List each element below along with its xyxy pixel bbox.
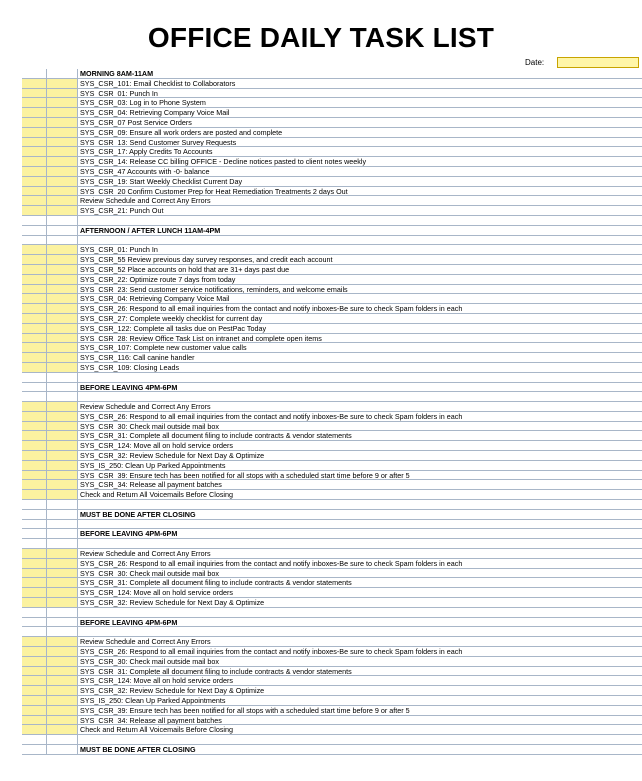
task-text: SYS_CSR_109: Closing Leads [78,363,642,373]
blank-row [0,627,642,637]
checkbox-cell[interactable] [22,187,47,197]
task-text: Check and Return All Voicemails Before Closing [78,490,642,500]
checkbox-cell [22,383,47,393]
task-text: SYS_CSR_116: Call canine handler [78,353,642,363]
task-text: Review Schedule and Correct Any Errors [78,637,642,647]
checkbox-cell[interactable] [22,265,47,275]
initials-cell [47,69,78,79]
initials-cell[interactable] [47,716,78,726]
initials-cell[interactable] [47,706,78,716]
checkbox-cell[interactable] [22,177,47,187]
task-text: SYS_CSR_26: Respond to all email inquiries from the contact and notify inboxes-Be sure to check Spam folders in each [78,304,642,314]
blank-row [0,608,642,618]
initials-cell[interactable] [47,304,78,314]
task-text: SYS_CSR_31: Complete all document filing to include contracts & vendor statements [78,578,642,588]
checkbox-cell[interactable] [22,686,47,696]
task-row [0,402,642,412]
checkbox-cell[interactable] [22,314,47,324]
task-row [0,275,642,285]
checkbox-cell[interactable] [22,441,47,451]
initials-cell[interactable] [47,451,78,461]
initials-cell[interactable] [47,422,78,432]
checkbox-cell[interactable] [22,422,47,432]
section-header-row [0,226,642,236]
task-row [0,304,642,314]
initials-cell[interactable] [47,245,78,255]
initials-cell[interactable] [47,314,78,324]
task-row [0,353,642,363]
initials-cell[interactable] [47,431,78,441]
checkbox-cell[interactable] [22,667,47,677]
checkbox-cell[interactable] [22,304,47,314]
task-text: SYS_CSR_39: Ensure tech has been notified for all stops with a scheduled start time before 9 or after 5 [78,706,642,716]
task-text: SYS_CSR_30: Check mail outside mail box [78,657,642,667]
task-text: SYS_CSR_26: Respond to all email inquiries from the contact and notify inboxes-Be sure to check Spam folders in each [78,412,642,422]
task-text: MUST BE DONE AFTER CLOSING [78,510,642,520]
task-text [78,216,642,226]
task-row [0,686,642,696]
checkbox-cell [22,226,47,236]
task-row [0,716,642,726]
task-row [0,79,642,89]
task-text [78,500,642,510]
task-text [78,735,642,745]
checkbox-cell[interactable] [22,324,47,334]
initials-cell [47,216,78,226]
initials-cell[interactable] [47,324,78,334]
task-row [0,363,642,373]
task-text: Review Schedule and Correct Any Errors [78,402,642,412]
checkbox-cell[interactable] [22,647,47,657]
checkbox-cell [22,618,47,628]
task-text: SYS_CSR_04: Retrieving Company Voice Mail [78,108,642,118]
checkbox-cell [22,608,47,618]
task-row [0,285,642,295]
initials-cell[interactable] [47,343,78,353]
task-text: SYS_CSR_34: Release all payment batches [78,480,642,490]
task-text [78,373,642,383]
initials-cell [47,627,78,637]
checkbox-cell[interactable] [22,471,47,481]
initials-cell [47,520,78,530]
initials-cell[interactable] [47,206,78,216]
task-text: MUST BE DONE AFTER CLOSING [78,745,642,755]
task-text: SYS_CSR_13: Send Customer Survey Requests [78,138,642,148]
initials-cell[interactable] [47,334,78,344]
checkbox-cell[interactable] [22,108,47,118]
checkbox-cell [22,500,47,510]
task-row [0,255,642,265]
task-text: BEFORE LEAVING 4PM-6PM [78,383,642,393]
checkbox-cell [22,392,47,402]
task-row [0,559,642,569]
task-row [0,647,642,657]
checkbox-cell[interactable] [22,294,47,304]
initials-cell[interactable] [47,108,78,118]
checkbox-cell[interactable] [22,128,47,138]
checkbox-cell [22,216,47,226]
checkbox-cell[interactable] [22,451,47,461]
checkbox-cell[interactable] [22,559,47,569]
checkbox-cell[interactable] [22,490,47,500]
section-header-row [0,745,642,755]
initials-cell[interactable] [47,402,78,412]
task-text: MORNING 8AM-11AM [78,69,642,79]
initials-cell[interactable] [47,353,78,363]
blank-row [0,500,642,510]
checkbox-cell[interactable] [22,275,47,285]
checkbox-cell[interactable] [22,696,47,706]
checkbox-cell[interactable] [22,461,47,471]
task-row [0,441,642,451]
task-text: SYS_CSR_31: Complete all document filing to include contracts & vendor statements [78,431,642,441]
checkbox-cell[interactable] [22,676,47,686]
task-row [0,490,642,500]
blank-row [0,735,642,745]
checkbox-cell[interactable] [22,569,47,579]
checkbox-cell[interactable] [22,79,47,89]
initials-cell [47,618,78,628]
checkbox-cell [22,735,47,745]
initials-cell [47,236,78,246]
checkbox-cell[interactable] [22,657,47,667]
checkbox-cell[interactable] [22,138,47,148]
checkbox-cell[interactable] [22,598,47,608]
task-text: Review Schedule and Correct Any Errors [78,549,642,559]
section-header-row [0,383,642,393]
section-header-row [0,69,642,79]
initials-cell[interactable] [47,647,78,657]
task-text [78,520,642,530]
task-text [78,392,642,402]
task-text: SYS_CSR_09: Ensure all work orders are posted and complete [78,128,642,138]
initials-cell[interactable] [47,637,78,647]
task-row [0,294,642,304]
task-row [0,431,642,441]
initials-cell[interactable] [47,138,78,148]
blank-row [0,236,642,246]
task-row [0,676,642,686]
initials-cell[interactable] [47,265,78,275]
task-row [0,412,642,422]
checkbox-cell[interactable] [22,716,47,726]
task-row [0,657,642,667]
task-text: AFTERNOON / AFTER LUNCH 11AM-4PM [78,226,642,236]
task-row [0,314,642,324]
initials-cell[interactable] [47,187,78,197]
task-row [0,324,642,334]
task-text [78,539,642,549]
task-row [0,471,642,481]
task-text: SYS_CSR_52 Place accounts on hold that are 31+ days past due [78,265,642,275]
checkbox-cell [22,745,47,755]
task-text: SYS_CSR_14: Release CC billing OFFICE - Decline notices pasted to client notes weekly [78,157,642,167]
checkbox-cell[interactable] [22,118,47,128]
task-text: SYS_CSR_30: Check mail outside mail box [78,569,642,579]
initials-cell[interactable] [47,559,78,569]
initials-cell[interactable] [47,588,78,598]
task-text: SYS_CSR_101: Email Checklist to Collaborators [78,79,642,89]
initials-cell[interactable] [47,686,78,696]
task-row [0,569,642,579]
initials-cell [47,745,78,755]
checkbox-cell [22,373,47,383]
task-row [0,265,642,275]
task-row [0,177,642,187]
task-row [0,147,642,157]
task-text: SYS_CSR_47 Accounts with -0- balance [78,167,642,177]
task-row [0,598,642,608]
initials-cell[interactable] [47,657,78,667]
task-text: SYS_CSR_122: Complete all tasks due on PestPac Today [78,324,642,334]
task-text: SYS_CSR_124: Move all on hold service orders [78,441,642,451]
initials-cell[interactable] [47,461,78,471]
initials-cell[interactable] [47,157,78,167]
initials-cell[interactable] [47,118,78,128]
initials-cell[interactable] [47,363,78,373]
task-row [0,128,642,138]
initials-cell [47,735,78,745]
task-text: SYS_CSR_30: Check mail outside mail box [78,422,642,432]
task-text: SYS_IS_250: Clean Up Parked Appointments [78,461,642,471]
initials-cell [47,539,78,549]
checkbox-cell[interactable] [22,343,47,353]
task-text: BEFORE LEAVING 4PM-6PM [78,529,642,539]
task-row [0,187,642,197]
initials-cell[interactable] [47,667,78,677]
checkbox-cell[interactable] [22,98,47,108]
task-row [0,118,642,128]
initials-cell [47,500,78,510]
checkbox-cell [22,520,47,530]
task-row [0,157,642,167]
section-header-row [0,618,642,628]
blank-row [0,373,642,383]
task-text: SYS_CSR_32: Review Schedule for Next Day & Optimize [78,598,642,608]
task-text: SYS_CSR_39: Ensure tech has been notified for all stops with a scheduled start time before 9 or after 5 [78,471,642,481]
date-label: Date: [525,58,545,67]
checkbox-cell[interactable] [22,206,47,216]
task-text [78,608,642,618]
task-row [0,725,642,735]
task-text: SYS_CSR_32: Review Schedule for Next Day & Optimize [78,686,642,696]
task-row [0,89,642,99]
task-row [0,667,642,677]
task-text: SYS_CSR_32: Review Schedule for Next Day & Optimize [78,451,642,461]
task-row [0,549,642,559]
initials-cell [47,510,78,520]
task-text: SYS_CSR_28: Review Office Task List on intranet and complete open items [78,334,642,344]
initials-cell[interactable] [47,255,78,265]
initials-cell[interactable] [47,490,78,500]
task-text: BEFORE LEAVING 4PM-6PM [78,618,642,628]
initials-cell [47,529,78,539]
blank-row [0,392,642,402]
task-text [78,236,642,246]
task-row [0,98,642,108]
initials-cell[interactable] [47,598,78,608]
checkbox-cell[interactable] [22,578,47,588]
initials-cell[interactable] [47,676,78,686]
task-text: SYS_CSR_107: Complete new customer value calls [78,343,642,353]
task-text: SYS_CSR_03: Log in to Phone System [78,98,642,108]
checkbox-cell[interactable] [22,196,47,206]
initials-cell[interactable] [47,275,78,285]
initials-cell[interactable] [47,578,78,588]
initials-cell[interactable] [47,128,78,138]
initials-cell[interactable] [47,480,78,490]
checkbox-cell[interactable] [22,157,47,167]
checkbox-cell[interactable] [22,637,47,647]
checkbox-cell[interactable] [22,549,47,559]
checkbox-cell[interactable] [22,431,47,441]
checkbox-cell [22,539,47,549]
task-row [0,461,642,471]
checkbox-cell [22,529,47,539]
task-text: SYS_CSR_26: Respond to all email inquiries from the contact and notify inboxes-Be sure to check Spam folders in each [78,647,642,657]
checkbox-cell[interactable] [22,89,47,99]
task-row [0,167,642,177]
task-text: SYS_CSR_23: Send customer service notifications, reminders, and welcome emails [78,285,642,295]
checkbox-cell [22,627,47,637]
task-text: SYS_CSR_20 Confirm Customer Prep for Heat Remediation Treatments 2 days Out [78,187,642,197]
checkbox-cell[interactable] [22,334,47,344]
checkbox-cell[interactable] [22,588,47,598]
page-title: OFFICE DAILY TASK LIST [147,22,495,53]
initials-cell[interactable] [47,147,78,157]
task-text: SYS_CSR_01: Punch In [78,89,642,99]
task-row [0,138,642,148]
checkbox-cell[interactable] [22,363,47,373]
task-row [0,108,642,118]
checkbox-cell [22,69,47,79]
task-row [0,480,642,490]
task-row [0,588,642,598]
task-row [0,196,642,206]
task-text: SYS_CSR_07 Post Service Orders [78,118,642,128]
task-text: Review Schedule and Correct Any Errors [78,196,642,206]
checkbox-cell[interactable] [22,725,47,735]
initials-cell[interactable] [47,471,78,481]
checkbox-cell[interactable] [22,147,47,157]
task-text: SYS_CSR_26: Respond to all email inquiries from the contact and notify inboxes-Be sure to check Spam folders in each [78,559,642,569]
task-text: SYS_CSR_21: Punch Out [78,206,642,216]
task-text: SYS_CSR_55 Review previous day survey responses, and credit each account [78,255,642,265]
task-text: SYS_CSR_31: Complete all document filing to include contracts & vendor statements [78,667,642,677]
initials-cell[interactable] [47,98,78,108]
task-text: SYS_CSR_19: Start Weekly Checklist Current Day [78,177,642,187]
checkbox-cell [22,236,47,246]
section-header-row [0,529,642,539]
task-text: SYS_CSR_34: Release all payment batches [78,716,642,726]
task-text: SYS_CSR_04: Retrieving Company Voice Mail [78,294,642,304]
initials-cell[interactable] [47,79,78,89]
initials-cell[interactable] [47,167,78,177]
checkbox-cell[interactable] [22,706,47,716]
checkbox-cell[interactable] [22,402,47,412]
date-input[interactable] [557,57,639,68]
task-row [0,422,642,432]
initials-cell[interactable] [47,412,78,422]
task-row [0,451,642,461]
initials-cell[interactable] [47,177,78,187]
checkbox-cell[interactable] [22,285,47,295]
task-row [0,343,642,353]
initials-cell [47,608,78,618]
checkbox-cell[interactable] [22,480,47,490]
checkbox-cell[interactable] [22,245,47,255]
initials-cell[interactable] [47,725,78,735]
task-grid [0,69,642,755]
initials-cell [47,373,78,383]
task-text: SYS_CSR_124: Move all on hold service orders [78,588,642,598]
initials-cell[interactable] [47,294,78,304]
task-row [0,637,642,647]
checkbox-cell [22,510,47,520]
initials-cell[interactable] [47,196,78,206]
blank-row [0,520,642,530]
task-row [0,206,642,216]
checkbox-cell[interactable] [22,255,47,265]
initials-cell [47,383,78,393]
task-text: SYS_IS_250: Clean Up Parked Appointments [78,696,642,706]
initials-cell[interactable] [47,89,78,99]
task-text: SYS_CSR_17: Apply Credits To Accounts [78,147,642,157]
checkbox-cell[interactable] [22,167,47,177]
task-row [0,245,642,255]
task-text: SYS_CSR_124: Move all on hold service orders [78,676,642,686]
task-row [0,706,642,716]
initials-cell[interactable] [47,696,78,706]
task-text: SYS_CSR_27: Complete weekly checklist for current day [78,314,642,324]
initials-cell[interactable] [47,549,78,559]
task-text: SYS_CSR_22: Optimize route 7 days from today [78,275,642,285]
initials-cell[interactable] [47,569,78,579]
initials-cell [47,226,78,236]
task-text: SYS_CSR_01: Punch In [78,245,642,255]
task-text: Check and Return All Voicemails Before Closing [78,725,642,735]
checkbox-cell[interactable] [22,412,47,422]
initials-cell[interactable] [47,441,78,451]
task-row [0,578,642,588]
blank-row [0,216,642,226]
task-text [78,627,642,637]
initials-cell[interactable] [47,285,78,295]
checkbox-cell[interactable] [22,353,47,363]
task-row [0,696,642,706]
initials-cell [47,392,78,402]
blank-row [0,539,642,549]
task-row [0,334,642,344]
section-header-row [0,510,642,520]
